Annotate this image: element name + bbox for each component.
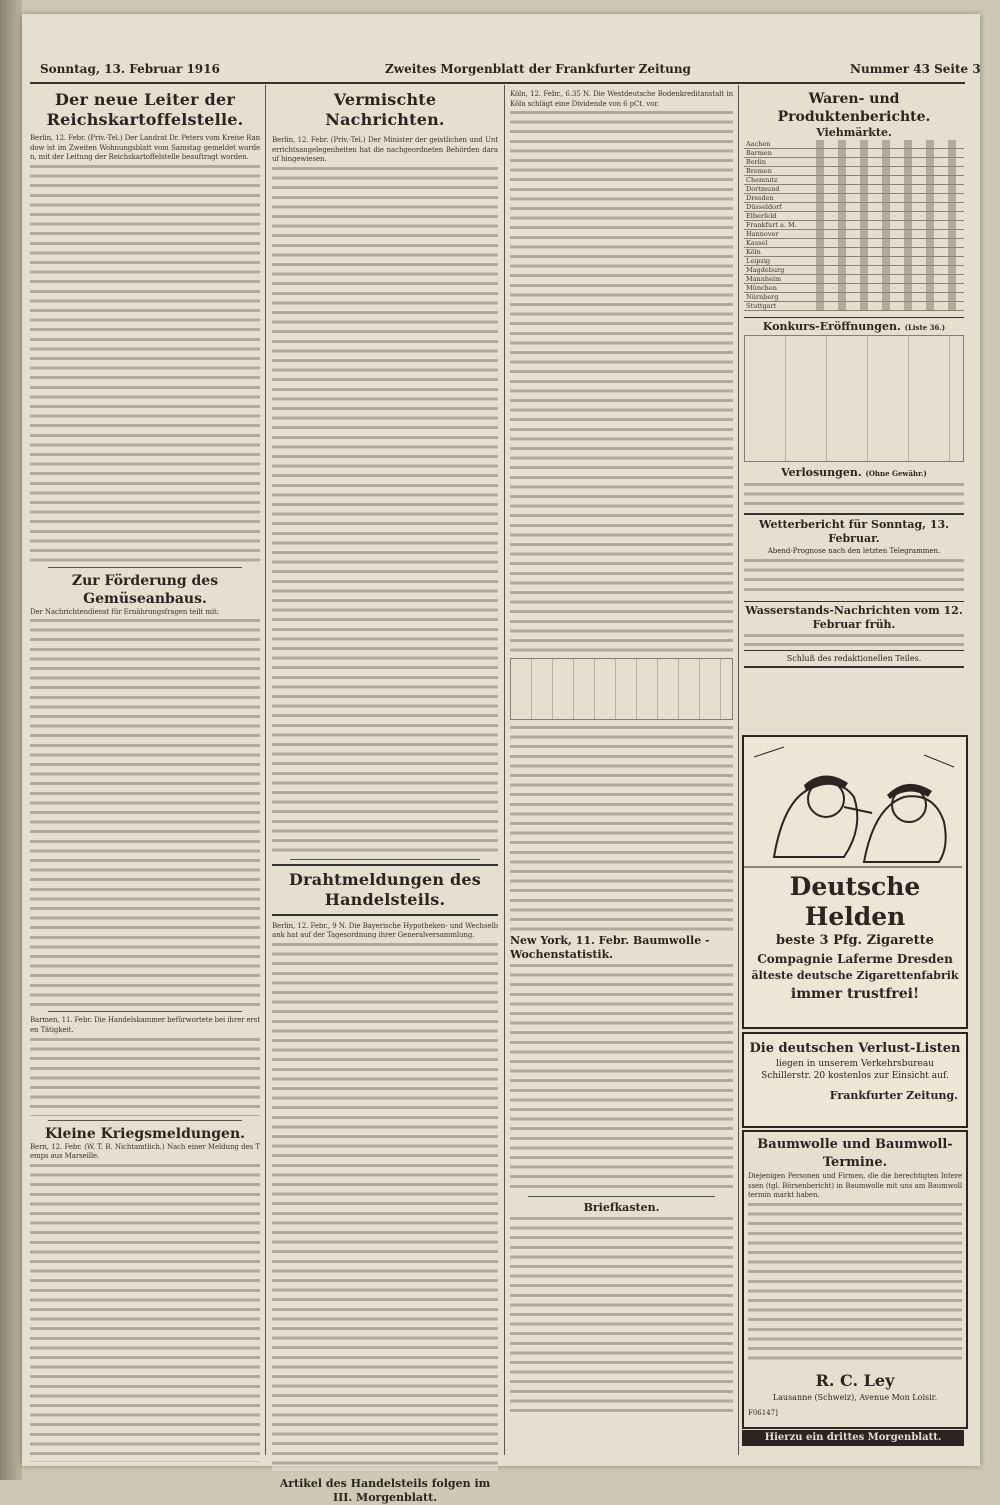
ad-deutsche-helden [742, 735, 968, 1029]
drittes-morgenblatt-banner: Hierzu ein drittes Morgenblatt. [742, 1430, 964, 1446]
konkurs-note: (Liste 36.) [904, 323, 946, 332]
wetter-body [744, 557, 964, 597]
konkurs-table [744, 335, 964, 462]
ad-verlust-body: liegen in unserem Verkehrsbureau Schillerstr. 20 kostenlos zur Einsicht auf. [761, 1059, 949, 1081]
viehmarkt-row [744, 167, 964, 176]
viehmarkt-city: Leipzig [744, 257, 810, 266]
ad-verlust-listen [742, 1032, 968, 1128]
ad-helden-line2: Compagnie Laferme Dresden [757, 952, 953, 966]
viehmarkt-values [810, 158, 964, 167]
article-briefkasten-body [510, 1215, 733, 1415]
headline-wasserstand: Wasserstands-Nachrichten vom 12. Februar früh. [744, 601, 964, 632]
headline-briefkasten: Briefkasten. [583, 1201, 660, 1215]
column-1 [30, 90, 260, 1455]
ad-helden-line3: älteste deutsche Zigarettenfabrik [751, 969, 959, 982]
headline-waren: Waren- und Produktenberichte. [777, 91, 931, 125]
ad-helden-title: Deutsche Helden [789, 872, 921, 931]
viehmarkt-values [810, 212, 964, 221]
viehmarkt-values [810, 275, 964, 284]
ad-baumwolle-title: Baumwolle und Baumwoll-Termine. [757, 1137, 953, 1170]
headline-kartoffelstelle: Der neue Leiter der Reichskartoffelstelle. [46, 90, 244, 129]
viehmarkt-row [744, 221, 964, 230]
viehmarkt-city: Dresden [744, 194, 810, 203]
soldiers-illustration [744, 737, 962, 872]
masthead-rule [30, 82, 965, 84]
headline-drahtmeldungen: Drahtmeldungen des Handelsteils. [272, 864, 498, 916]
headline-viehmaerkte: Viehmärkte. [816, 126, 892, 139]
masthead-edition: Zweites Morgenblatt der Frankfurter Zeitung [385, 62, 691, 76]
viehmarkt-values [810, 239, 964, 248]
viehmarkt-city: Nürnberg [744, 293, 810, 302]
viehmarkt-values [810, 185, 964, 194]
column-divider [738, 85, 739, 1455]
viehmarkt-values [810, 293, 964, 302]
verlosungen-title: Verlosungen. [781, 466, 862, 479]
article-gemuese-lead: Der Nachrichtendienst für Ernährungsfragen teilt mit: [30, 607, 219, 616]
viehmarkt-city: Mannheim [744, 275, 810, 284]
verlosungen-body [744, 481, 964, 507]
viehmarkt-row [744, 293, 964, 302]
viehmarkt-row [744, 257, 964, 266]
viehmarkt-row [744, 230, 964, 239]
wasserstand-table [744, 632, 964, 650]
viehmarkt-city: Stuttgart [744, 302, 810, 311]
viehmarkt-values [810, 203, 964, 212]
verlosungen-note: (Ohne Gewähr.) [865, 469, 927, 478]
amsterdam-table [510, 658, 733, 720]
article-barmen-body [30, 1036, 260, 1116]
article-barmen-lead: Barmen, 11. Febr. Die Handelskammer befürwortete bei ihrer ersten Tätigkeit. [30, 1016, 260, 1034]
viehmarkt-row [744, 284, 964, 293]
viehmarkt-row [744, 212, 964, 221]
viehmarkt-table [744, 140, 964, 311]
viehmarkt-values [810, 248, 964, 257]
viehmarkt-row [744, 158, 964, 167]
viehmarkt-values [810, 176, 964, 185]
viehmarkt-values [810, 302, 964, 311]
column-3 [510, 90, 733, 1455]
article-london-body [510, 724, 733, 934]
headline-wetter: Wetterbericht für Sonntag, 13. Februar. [744, 513, 964, 546]
headline-newyork-baumwolle: New York, 11. Febr. Baumwolle - Wochenstatistik. [510, 934, 710, 962]
artikel-hint: Artikel des Handelsteils folgen im [279, 1476, 491, 1490]
viehmarkt-values [810, 140, 964, 149]
book-spine [0, 0, 22, 1480]
viehmarkt-city: Hannover [744, 230, 810, 239]
viehmarkt-row [744, 194, 964, 203]
viehmarkt-row [744, 176, 964, 185]
headline-verlosungen [744, 466, 964, 481]
article-draht-lead: Berlin, 12. Febr., 9 N. Die Bayerische Hypotheken- und Wechselbank hat auf der Tagesordnung ihrer Generalversammlung. [272, 921, 498, 940]
viehmarkt-values [810, 221, 964, 230]
article-vermischte-body [272, 165, 498, 855]
masthead [30, 62, 981, 80]
headline-kriegsmeldungen: Kleine Kriegsmeldungen. [44, 1125, 246, 1142]
separator [48, 567, 242, 568]
ad-baumwolle-lead: Diejenigen Personen und Firmen, die die berechtigten Interessen (tgl. Börsenbericht) in Baumwolle mit uns am Baumwolltermin markt haben. [748, 1172, 962, 1200]
viehmarkt-row [744, 185, 964, 194]
viehmarkt-city: Aachen [744, 140, 810, 149]
viehmarkt-values [810, 266, 964, 275]
article-kriegs-body [30, 1162, 260, 1462]
viehmarkt-city: Barmen [744, 149, 810, 158]
headline-gemueseanbau: Zur Förderung des Gemüseanbaus. [71, 572, 219, 607]
ad-baumwolle-sig-name: R. C. Ley [815, 1370, 895, 1390]
ad-baumwolle-sig-place: Lausanne (Schweiz), Avenue Mon Loisir. [772, 1392, 938, 1402]
viehmarkt-row [744, 275, 964, 284]
article-vermischte-lead: Berlin, 12. Febr. (Priv.-Tel.) Der Minister der geistlichen und Unterrichtsangelegenheiten hat die nachgeordneten Behörden darauf hingewiesen. [272, 136, 498, 164]
viehmarkt-values [810, 167, 964, 176]
viehmarkt-row [744, 248, 964, 257]
wetter-sub: Abend-Prognose nach den letzten Telegrammen. [767, 547, 941, 555]
viehmarkt-row [744, 140, 964, 149]
viehmarkt-city: Köln [744, 248, 810, 257]
article-kriegs-lead: Bern, 12. Febr. (W. T. B. Nichtamtlich.) Nach einer Meldung des Temps aus Marseille. [30, 1142, 260, 1161]
headline-vermischte: Vermischte Nachrichten. [325, 90, 445, 129]
viehmarkt-city: Dortmund [744, 185, 810, 194]
viehmarkt-city: Bremen [744, 167, 810, 176]
article-koeln-lead: Köln, 12. Febr., 6.35 N. Die Westdeutsche Bodenkreditanstalt in Köln schlägt eine Dividende von 6 pCt. vor. [510, 90, 733, 108]
article-gemuese-body [30, 617, 260, 1007]
article-kartoffel-lead: Berlin, 12. Febr. (Priv.-Tel.) Der Landrat Dr. Peters vom Kreise Randow ist im Zweiten Wohnungsblatt vom Samstag gemeldet worden, mit der Leitung der Reichskartoffelstelle beauftragt worden. [30, 134, 260, 162]
separator [48, 1011, 242, 1012]
headline-konkurs [744, 317, 964, 335]
article-handel-body [510, 109, 733, 654]
viehmarkt-values [810, 194, 964, 203]
ad-baumwolle-code: F06147] [748, 1408, 778, 1417]
viehmarkt-row [744, 266, 964, 275]
viehmarkt-values [810, 230, 964, 239]
masthead-number: Nummer 43 Seite 3 [850, 62, 981, 76]
viehmarkt-city: München [744, 284, 810, 293]
column-2 [272, 90, 498, 1504]
viehmarkt-row [744, 302, 964, 311]
ad-verlust-title: Die deutschen Verlust-Listen [749, 1041, 961, 1056]
separator [528, 1196, 715, 1197]
viehmarkt-city: Berlin [744, 158, 810, 167]
viehmarkt-row [744, 203, 964, 212]
column-divider [265, 85, 266, 1455]
column-divider [504, 85, 505, 1455]
viehmarkt-city: Frankfurt a. M. [744, 221, 810, 230]
viehmarkt-city: Kassel [744, 239, 810, 248]
ad-baumwolle-body [748, 1201, 962, 1366]
ad-helden-line1: beste 3 Pfg. Zigarette [776, 933, 934, 948]
ad-baumwolle [742, 1130, 968, 1429]
article-newyork-body [510, 962, 733, 1192]
schluss-redaktion: Schluß des redaktionellen Teiles. [744, 650, 964, 668]
ad-helden-line4: immer trustfrei! [790, 986, 920, 1002]
masthead-date: Sonntag, 13. Februar 1916 [40, 62, 220, 76]
artikel-hint-2: III. Morgenblatt. [332, 1490, 438, 1504]
viehmarkt-row [744, 149, 964, 158]
viehmarkt-values [810, 257, 964, 266]
article-kartoffel-body [30, 163, 260, 563]
ad-verlust-sig: Frankfurter Zeitung. [829, 1089, 958, 1102]
viehmarkt-city: Magdeburg [744, 266, 810, 275]
viehmarkt-city: Düsseldorf [744, 203, 810, 212]
separator [48, 1120, 242, 1121]
viehmarkt-city: Chemnitz [744, 176, 810, 185]
article-draht-body [272, 941, 498, 1471]
viehmarkt-values [810, 149, 964, 158]
viehmarkt-values [810, 284, 964, 293]
separator [290, 859, 480, 860]
viehmarkt-city: Elberfeld [744, 212, 810, 221]
column-4-top [744, 90, 964, 730]
viehmarkt-row [744, 239, 964, 248]
konkurs-title: Konkurs-Eröffnungen. [762, 320, 901, 333]
